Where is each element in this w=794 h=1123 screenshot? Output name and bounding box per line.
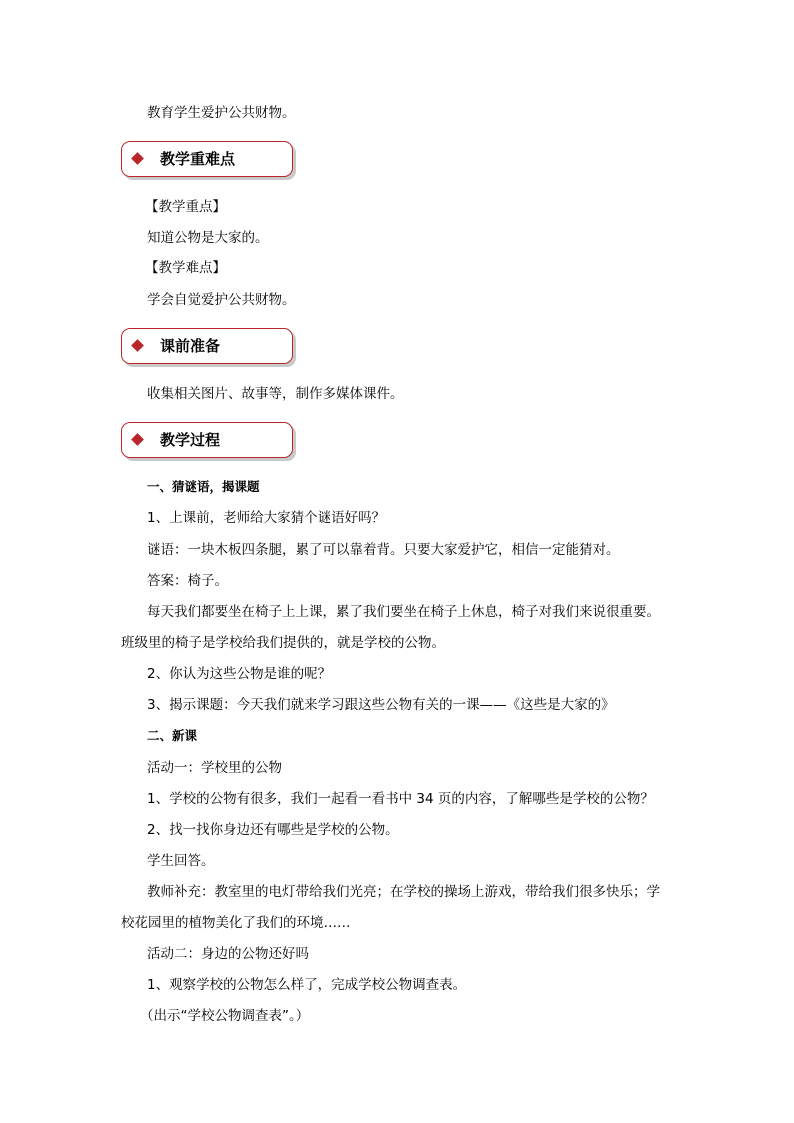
diamond-bullet-icon xyxy=(131,152,144,165)
part2-heading: 二、新课 xyxy=(147,728,198,743)
process-line: 3、揭示课题：今天我们就来学习跟这些公物有关的一课——《这些是大家的》 xyxy=(147,697,615,713)
process-line: 每天我们都要坐在椅子上上课，累了我们要坐在椅子上休息，椅子对我们来说很重要。 xyxy=(147,604,660,620)
preparation-text: 收集相关图片、故事等，制作多媒体课件。 xyxy=(147,386,404,402)
process-line: 活动二：身边的公物还好吗 xyxy=(147,946,309,962)
process-line: 班级里的椅子是学校给我们提供的，就是学校的公物。 xyxy=(121,635,445,651)
process-line: 2、找一找你身边还有哪些是学校的公物。 xyxy=(147,822,399,838)
process-line: 教师补充：教室里的电灯带给我们光亮；在学校的操场上游戏，带给我们很多快乐；学 xyxy=(147,884,660,900)
process-line: 1、观察学校的公物怎么样了，完成学校公物调查表。 xyxy=(147,977,467,993)
process-line: 1、上课前，老师给大家猜个谜语好吗？ xyxy=(147,510,386,526)
difficulty-label: 【教学难点】 xyxy=(145,260,226,276)
intro-line: 教育学生爱护公共财物。 xyxy=(147,105,296,121)
process-line: 活动一：学校里的公物 xyxy=(147,760,282,776)
process-line: 1、学校的公物有很多，我们一起看一看书中 34 页的内容，了解哪些是学校的公物？ xyxy=(147,791,654,807)
section-title: 教学过程 xyxy=(160,431,221,449)
process-line: 学生回答。 xyxy=(147,853,215,869)
difficulty-text: 学会自觉爱护公共财物。 xyxy=(147,292,296,308)
process-line: 答案：椅子。 xyxy=(147,573,228,589)
section-header-key-points xyxy=(121,141,293,177)
process-line: 谜语：一块木板四条腿，累了可以靠着背。只要大家爱护它，相信一定能猜对。 xyxy=(147,542,620,558)
part1-heading: 一、猜谜语，揭课题 xyxy=(147,479,260,494)
section-title: 课前准备 xyxy=(160,337,221,355)
process-line: 校花园里的植物美化了我们的环境…… xyxy=(121,915,351,931)
focus-label: 【教学重点】 xyxy=(145,199,226,215)
diamond-bullet-icon xyxy=(131,339,144,352)
section-title: 教学重难点 xyxy=(160,150,236,168)
section-header-preparation xyxy=(121,328,293,364)
process-line: 2、你认为这些公物是谁的呢？ xyxy=(147,666,332,682)
diamond-bullet-icon xyxy=(131,433,144,446)
focus-text: 知道公物是大家的。 xyxy=(147,230,269,246)
section-header-process xyxy=(121,422,293,458)
process-line: （出示“学校公物调查表”。） xyxy=(140,1008,310,1024)
